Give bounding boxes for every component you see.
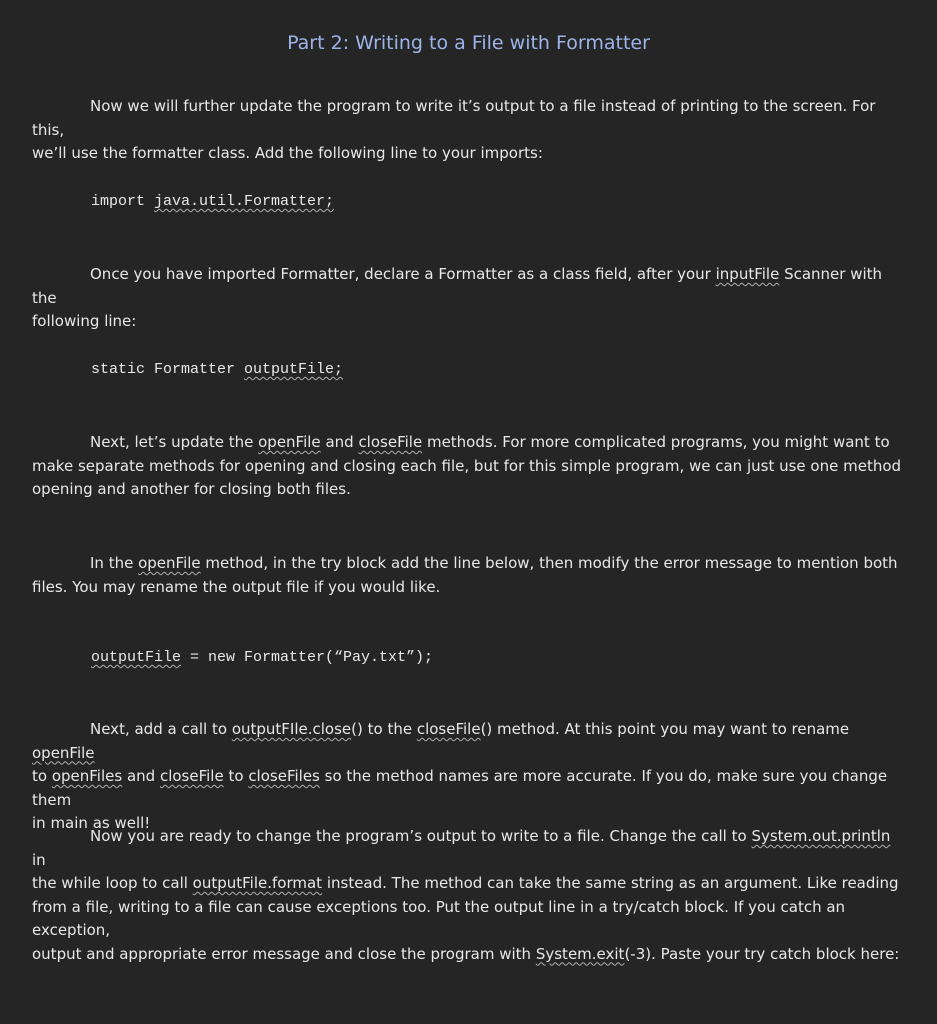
paragraph-text-flagged: closeFile: [159, 767, 224, 785]
paragraph-intro: [32, 95, 907, 166]
paragraph-text-flagged: inputFile: [715, 265, 780, 283]
paragraph-text-flagged: System.exit: [535, 944, 625, 963]
paragraph-text-flagged: closeFile: [358, 433, 423, 451]
paragraph-text: (-3). Paste your try catch block here:: [624, 944, 900, 963]
paragraph-text: to: [32, 767, 52, 785]
paragraph-text: so the method names are more accurate. If you do, make sure you change them: [32, 767, 888, 809]
paragraph-text-flagged: openFiles: [51, 767, 123, 785]
paragraph-text-flagged: closeFiles: [248, 767, 320, 785]
paragraph-line: make separate methods for opening and closing each file, but for this simple program, we can just use one method: [32, 456, 902, 475]
paragraph-update-methods: [32, 431, 907, 502]
code-text-flagged: java.util.Formatter;: [154, 193, 335, 210]
paragraph-text: the while loop to call: [32, 874, 193, 892]
paragraph-text: to: [223, 767, 249, 785]
paragraph-openfile: [32, 552, 907, 599]
paragraph-text: Next, let’s update the: [90, 433, 259, 451]
code-text: = new Formatter(“Pay.txt”);: [181, 649, 434, 666]
paragraph-text: and: [122, 767, 160, 785]
paragraph-line: we’ll use the formatter class. Add the following line to your imports:: [32, 144, 543, 162]
paragraph-line: following line:: [32, 312, 137, 330]
paragraph-text: and: [320, 433, 359, 451]
code-text: import: [91, 193, 155, 210]
paragraph-text: instead. The method can take the same string as an argument. Like reading: [322, 874, 899, 892]
paragraph-line: files. You may rename the output file if you would like.: [32, 577, 441, 596]
paragraph-text: Now you are ready to change the program’s output to write to a file. Change the call to: [90, 827, 752, 845]
paragraph-line: in main as well!: [32, 814, 151, 832]
paragraph-text: () method. At this point you may want to rename: [480, 720, 850, 738]
paragraph-text: Scanner with the: [32, 265, 883, 307]
code-text-flagged: outputFile;: [244, 361, 344, 378]
paragraph-text-flagged: openFile: [258, 433, 321, 451]
paragraph-closefile: [32, 718, 907, 836]
paragraph-text-flagged: openFile: [138, 554, 201, 572]
paragraph-text-flagged: outputFIle.close: [231, 720, 352, 738]
paragraph-line: from a file, writing to a file can cause exceptions too. Put the output line in a try/catch block. If you catch an exception,: [32, 897, 846, 939]
paragraph-text-flagged: openFile: [32, 743, 95, 762]
section-heading: Part 2: Writing to a File with Formatter: [287, 32, 650, 54]
paragraph-text: Next, add a call to: [90, 720, 232, 738]
paragraph-line: opening and another for closing both files.: [32, 480, 351, 498]
paragraph-text: method, in the try block add the line below, then modify the error message to mention both: [200, 554, 898, 572]
paragraph-text: () to the: [351, 720, 417, 738]
paragraph-text: in: [32, 850, 46, 869]
code-import-line: [91, 193, 334, 210]
paragraph-output-to-file: [32, 825, 907, 966]
paragraph-line: Now we will further update the program to write it’s output to a file instead of printing to the screen. For this,: [32, 97, 876, 139]
paragraph-declare-formatter: [32, 263, 907, 334]
paragraph-text-flagged: System.out.println: [751, 827, 891, 845]
paragraph-text-flagged: closeFile: [416, 720, 481, 738]
code-text-flagged: outputFile: [91, 649, 182, 666]
code-text: static Formatter: [91, 361, 245, 378]
paragraph-text: Once you have imported Formatter, declare a Formatter as a class field, after your: [90, 265, 716, 283]
code-new-formatter-line: [91, 649, 433, 666]
paragraph-text-flagged: outputFile.format: [192, 874, 323, 892]
paragraph-text: output and appropriate error message and close the program with: [32, 944, 536, 963]
paragraph-text: In the: [90, 554, 139, 572]
code-field-line: [91, 361, 343, 378]
paragraph-text: methods. For more complicated programs, you might want to: [422, 433, 890, 451]
